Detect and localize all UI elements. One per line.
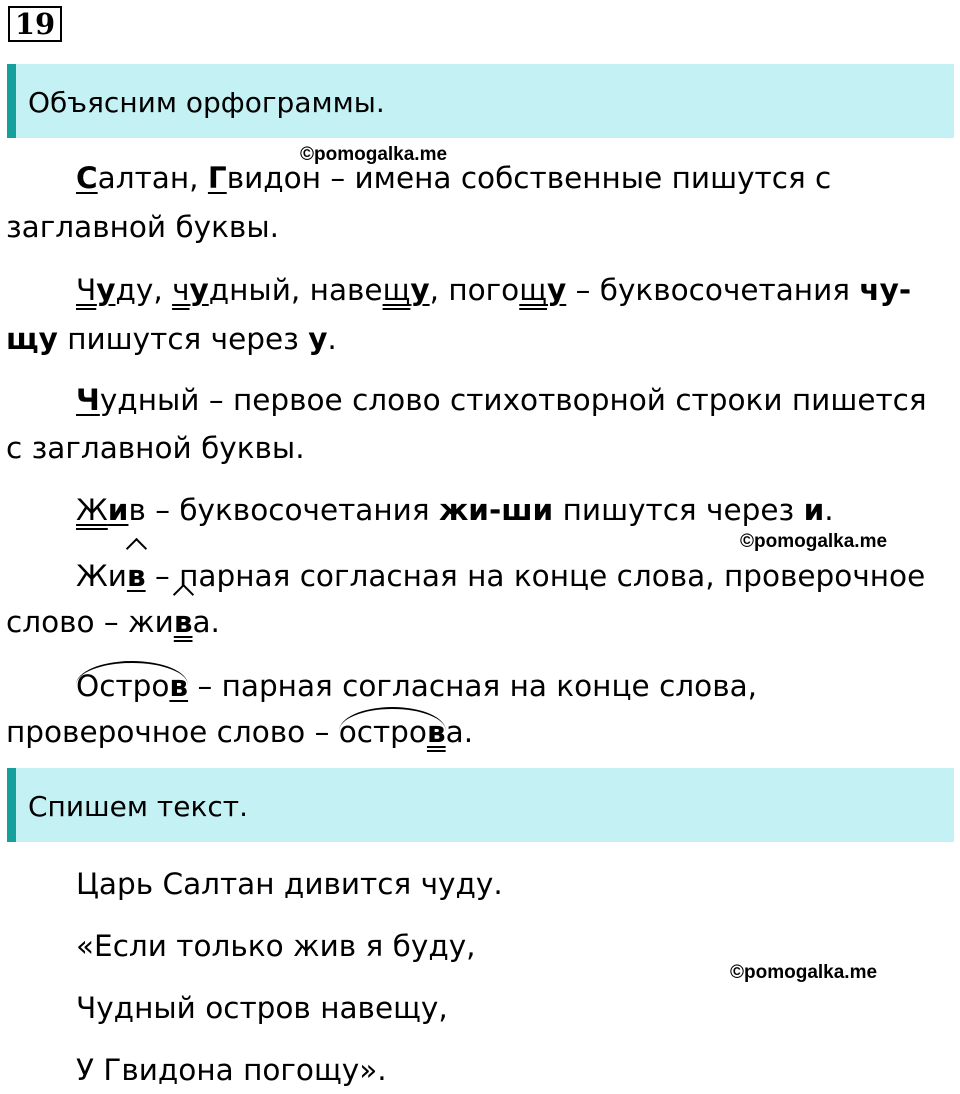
section-header-copy-text [7,768,954,842]
paragraph-2-line-2: щу пишутся через у. [6,322,337,356]
paragraph-5-line-2: слово – жива. [6,605,220,639]
section-header-orthograms [7,64,954,138]
section-title: Спишем текст. [28,790,248,823]
paragraph-6-line-1: Остров – парная согласная на конце слова, [76,669,758,703]
poem-line: Чудный остров навещу, [76,991,448,1025]
paragraph-2-line-1: Чуду, чудный, навещу, погощу – буквосочетания чу- [76,273,912,307]
watermark: ©pomogalka.me [740,531,888,552]
paragraph-5-line-1: Жив – парная согласная на конце слова, проверочное [76,559,926,593]
poem-line: У Гвидона погощу». [76,1053,387,1087]
poem-line: Царь Салтан дивится чуду. [76,867,503,901]
poem-line: «Если только жив я буду, [76,929,476,963]
exercise-number: 19 [8,6,62,42]
word-root-arc: Остров [76,669,189,703]
paragraph-1-line-1: Салтан, Гвидон – имена собственные пишутся с [76,161,832,195]
paragraph-6-line-2: проверочное слово – острова. [6,715,474,749]
section-title: Объясним орфограммы. [28,86,385,119]
paragraph-4-line-1: Жив – буквосочетания жи-ши пишутся через и. [76,493,834,527]
word-root-arc: остров [338,715,446,749]
watermark: ©pomogalka.me [730,962,878,983]
paragraph-3-line-1: Чудный – первое слово стихотворной строки пишется [76,383,927,417]
watermark: ©pomogalka.me [300,144,448,165]
paragraph-1-line-2: заглавной буквы. [6,210,279,244]
paragraph-3-line-2: с заглавной буквы. [6,431,305,465]
